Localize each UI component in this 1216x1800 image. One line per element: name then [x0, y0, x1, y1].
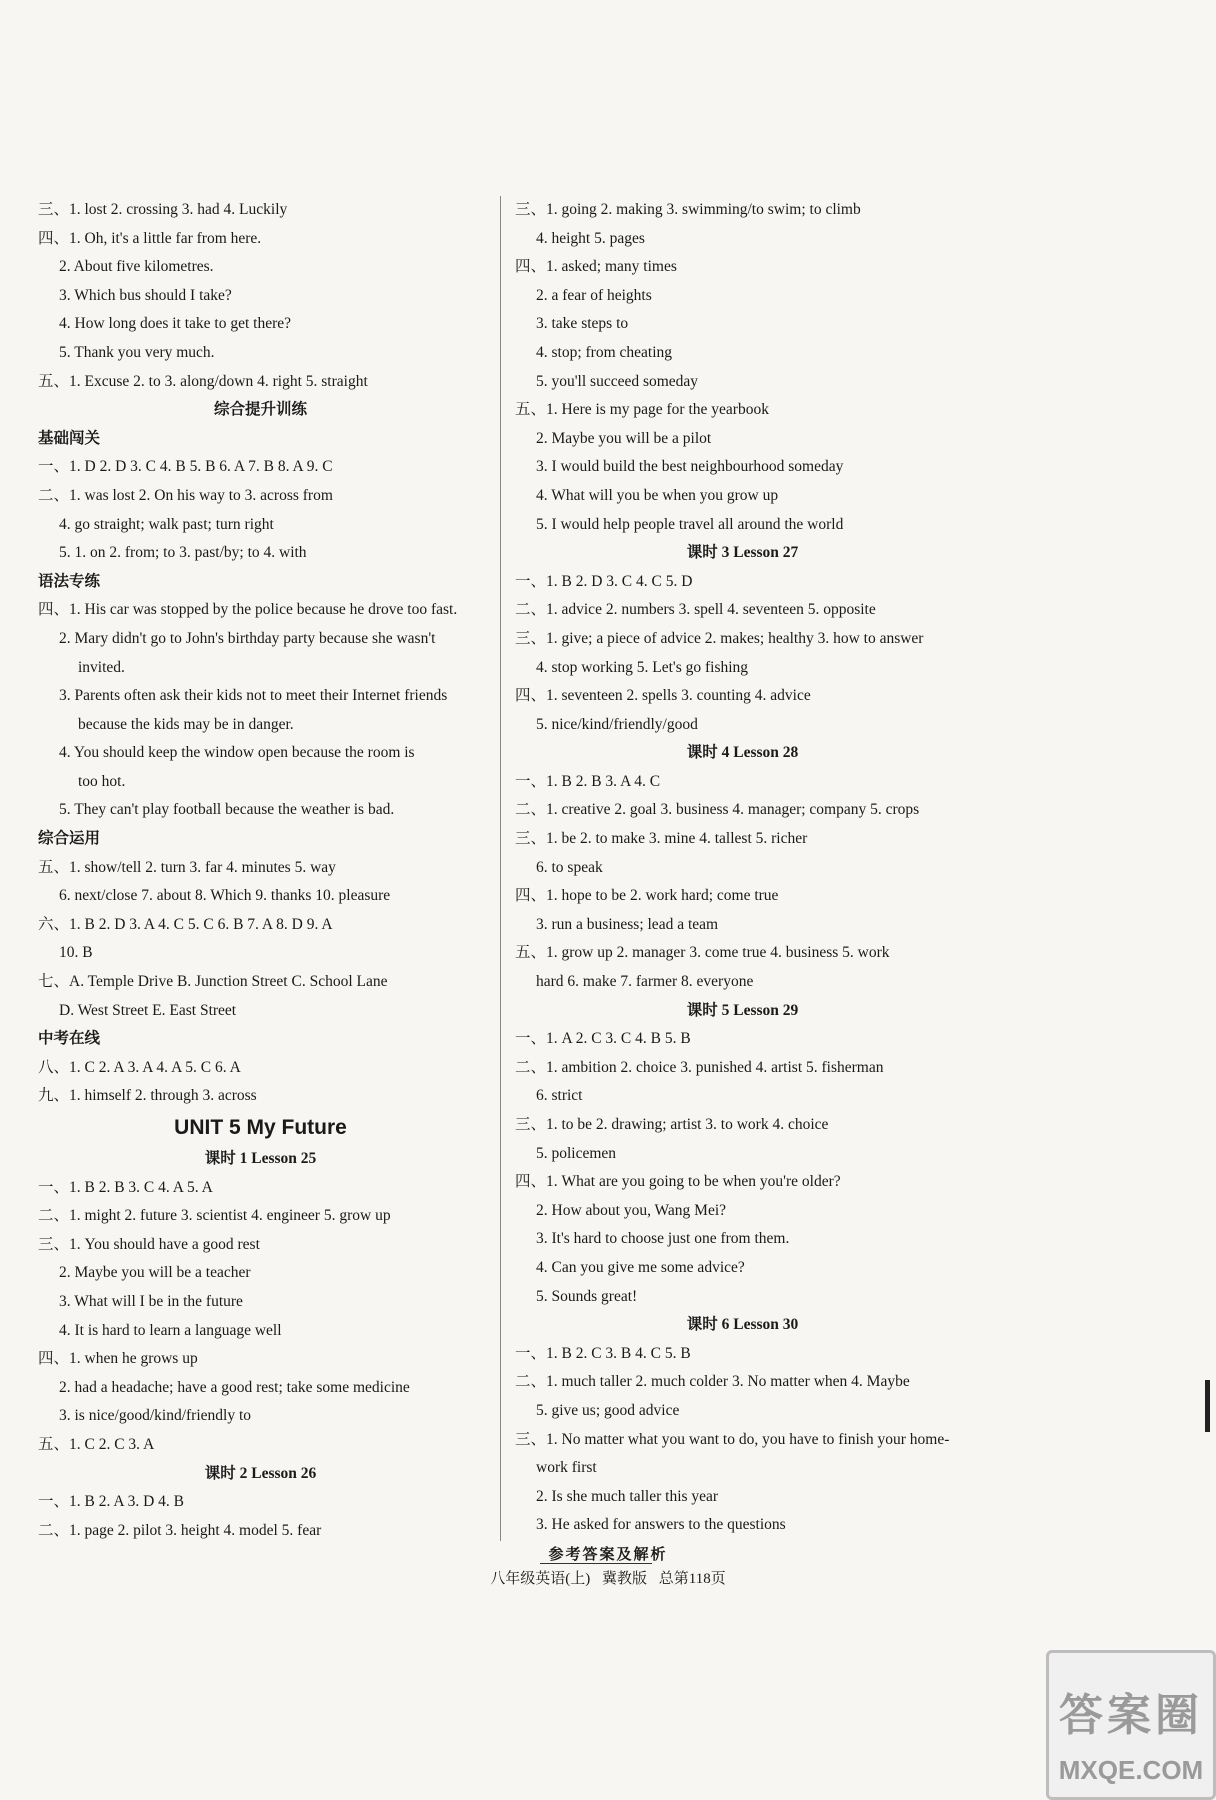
answer-line: 3. I would build the best neighbourhood someday [536, 458, 844, 476]
answer-line: 2. Is she much taller this year [536, 1487, 719, 1505]
answer-line: 八、1. C 2. A 3. A 4. A 5. C 6. A [38, 1058, 241, 1076]
answer-line: 五、1. Excuse 2. to 3. along/down 4. right 5. straight [38, 372, 368, 390]
answer-line: 二、1. was lost 2. On his way to 3. across from [38, 486, 333, 504]
answer-line: 6. next/close 7. about 8. Which 9. thanks 10. pleasure [59, 887, 391, 905]
answer-line: 2. had a headache; have a good rest; take some medicine [59, 1378, 410, 1396]
section-heading: 课时 3 Lesson 27 [686, 544, 799, 562]
subsection-heading: 基础闯关 [38, 429, 101, 447]
answer-line: 四、1. seventeen 2. spells 3. counting 4. advice [515, 687, 811, 705]
answer-line: 一、1. B 2. D 3. C 4. C 5. D [515, 572, 693, 590]
answer-line: 5. I would help people travel all around the world [536, 515, 844, 533]
subsection-heading: 中考在线 [38, 1030, 101, 1048]
answer-line: 二、1. advice 2. numbers 3. spell 4. seventeen 5. opposite [515, 601, 876, 619]
answer-line: 4. How long does it take to get there? [59, 315, 292, 333]
answer-line: 2. Maybe you will be a teacher [59, 1264, 251, 1282]
answer-line: 2. Maybe you will be a pilot [536, 429, 712, 447]
answer-line: 七、A. Temple Drive B. Junction Street C. School Lane [38, 973, 388, 991]
answer-line: 4. It is hard to learn a language well [59, 1321, 282, 1339]
answer-line: 五、1. C 2. C 3. A [38, 1435, 155, 1453]
answer-line: 四、1. His car was stopped by the police because he drove too fast. [38, 601, 458, 619]
answer-line: D. West Street E. East Street [59, 1001, 237, 1019]
column-divider [500, 196, 501, 1541]
answer-line: 3. run a business; lead a team [536, 915, 719, 933]
section-heading: 综合提升训练 [213, 401, 307, 419]
answer-line: 二、1. might 2. future 3. scientist 4. engineer 5. grow up [38, 1207, 391, 1225]
answer-line: 2. a fear of heights [536, 286, 652, 304]
unit-heading: UNIT 5 My Future [174, 1116, 347, 1139]
answer-line: 二、1. much taller 2. much colder 3. No matter when 4. Maybe [515, 1373, 910, 1391]
answer-line: 二、1. page 2. pilot 3. height 4. model 5. fear [38, 1521, 322, 1539]
answer-line: 3. is nice/good/kind/friendly to [59, 1407, 252, 1425]
answer-line: 3. Parents often ask their kids not to meet their Internet friends [59, 687, 448, 705]
answer-line: 10. B [59, 944, 93, 962]
answer-line: 3. It's hard to choose just one from them. [536, 1230, 790, 1248]
watermark-text: 答案圈 [1059, 1690, 1203, 1741]
answer-line: 5. Sounds great! [536, 1287, 638, 1305]
answer-line: 三、1. going 2. making 3. swimming/to swim; to climb [515, 201, 861, 218]
section-heading: 课时 1 Lesson 25 [204, 1150, 317, 1167]
answer-line: 五、1. Here is my page for the yearbook [515, 401, 769, 419]
footer-info: 八年级英语(上) 冀教版 总第118页 [490, 1571, 726, 1587]
answer-line: invited. [78, 658, 125, 676]
answer-line: 四、1. asked; many times [515, 258, 677, 276]
answer-line: 5. 1. on 2. from; to 3. past/by; to 4. with [59, 544, 307, 562]
answer-line: hard 6. make 7. farmer 8. everyone [536, 973, 754, 991]
answer-line: 4. stop working 5. Let's go fishing [536, 658, 749, 676]
answer-line: 4. height 5. pages [536, 229, 645, 247]
answer-line: 4. What will you be when you grow up [536, 486, 779, 504]
section-heading: 课时 4 Lesson 28 [686, 744, 799, 762]
answer-line: 3. What will I be in the future [59, 1292, 243, 1310]
answer-line: 二、1. creative 2. goal 3. business 4. manager; company 5. crops [515, 801, 920, 819]
answer-line: 5. give us; good advice [536, 1401, 680, 1419]
answer-line: because the kids may be in danger. [78, 715, 294, 733]
section-heading: 课时 5 Lesson 29 [686, 1001, 799, 1019]
answer-line: too hot. [78, 772, 126, 790]
answer-line: 一、1. A 2. C 3. C 4. B 5. B [515, 1030, 691, 1048]
answer-line: 5. you'll succeed someday [536, 372, 699, 390]
answer-line: 5. They can't play football because the weather is bad. [59, 801, 395, 819]
answer-line: 四、1. Oh, it's a little far from here. [38, 229, 262, 247]
answer-line: 三、1. give; a piece of advice 2. makes; healthy 3. how to answer [515, 629, 924, 647]
answer-line: 一、1. B 2. C 3. B 4. C 5. B [515, 1344, 691, 1362]
answer-line: 一、1. B 2. A 3. D 4. B [38, 1493, 184, 1511]
answer-line: 一、1. D 2. D 3. C 4. B 5. B 6. A 7. B 8. A 9. C [38, 458, 333, 476]
subsection-heading: 语法专练 [38, 572, 101, 590]
footer-title: 参考答案及解析 [548, 1547, 668, 1563]
answer-line: 三、1. to be 2. drawing; artist 3. to work 4. choice [515, 1116, 829, 1133]
answer-line: 四、1. when he grows up [38, 1350, 198, 1368]
watermark-logo [1046, 1650, 1216, 1800]
answer-line: 2. About five kilometres. [59, 258, 214, 276]
answer-line: 5. Thank you very much. [59, 343, 215, 361]
answer-line: 3. Which bus should I take? [59, 286, 232, 304]
answer-line: 五、1. grow up 2. manager 3. come true 4. business 5. work [515, 944, 890, 962]
section-heading: 课时 2 Lesson 26 [204, 1464, 317, 1482]
watermark-url: MXQE.COM [1058, 1755, 1204, 1785]
answer-line: 6. strict [536, 1087, 583, 1105]
answer-line: 5. policemen [536, 1144, 617, 1162]
right-column [515, 196, 970, 1540]
answer-line: 一、1. B 2. B 3. A 4. C [515, 772, 661, 790]
answer-line: 九、1. himself 2. through 3. across [38, 1087, 257, 1105]
answer-line: 二、1. ambition 2. choice 3. punished 4. artist 5. fisherman [515, 1058, 884, 1076]
answer-line: 三、1. lost 2. crossing 3. had 4. Luckily [38, 201, 288, 218]
edge-mark [1205, 1380, 1210, 1432]
answer-line: 一、1. B 2. B 3. C 4. A 5. A [38, 1178, 213, 1196]
answer-line: 2. How about you, Wang Mei? [536, 1201, 727, 1219]
answer-line: 三、1. You should have a good rest [38, 1235, 260, 1253]
answer-line: 三、1. be 2. to make 3. mine 4. tallest 5. richer [515, 830, 808, 848]
answer-line: 3. He asked for answers to the questions [536, 1516, 786, 1534]
answer-line: 四、1. hope to be 2. work hard; come true [515, 887, 779, 905]
answer-line: 4. Can you give me some advice? [536, 1258, 745, 1276]
answer-line: 五、1. show/tell 2. turn 3. far 4. minutes 5. way [38, 858, 336, 876]
section-heading: 课时 6 Lesson 30 [686, 1316, 799, 1334]
subsection-heading: 综合运用 [38, 830, 101, 848]
answer-line: 5. nice/kind/friendly/good [536, 715, 698, 733]
answer-line: 2. Mary didn't go to John's birthday party because she wasn't [59, 629, 436, 647]
answer-line: 4. You should keep the window open because the room is [59, 744, 415, 762]
answer-line: 4. go straight; walk past; turn right [59, 515, 274, 533]
answer-line: work first [536, 1459, 597, 1477]
answer-line: 六、1. B 2. D 3. A 4. C 5. C 6. B 7. A 8. D 9. A [38, 915, 333, 933]
answer-line: 4. stop; from cheating [536, 343, 673, 361]
answer-line: 3. take steps to [536, 315, 629, 333]
answer-line: 三、1. No matter what you want to do, you have to finish your home- [515, 1430, 950, 1448]
left-column [38, 196, 483, 1545]
answer-line: 四、1. What are you going to be when you're older? [515, 1173, 841, 1191]
footer-rule [540, 1563, 652, 1564]
answer-line: 6. to speak [536, 858, 603, 876]
